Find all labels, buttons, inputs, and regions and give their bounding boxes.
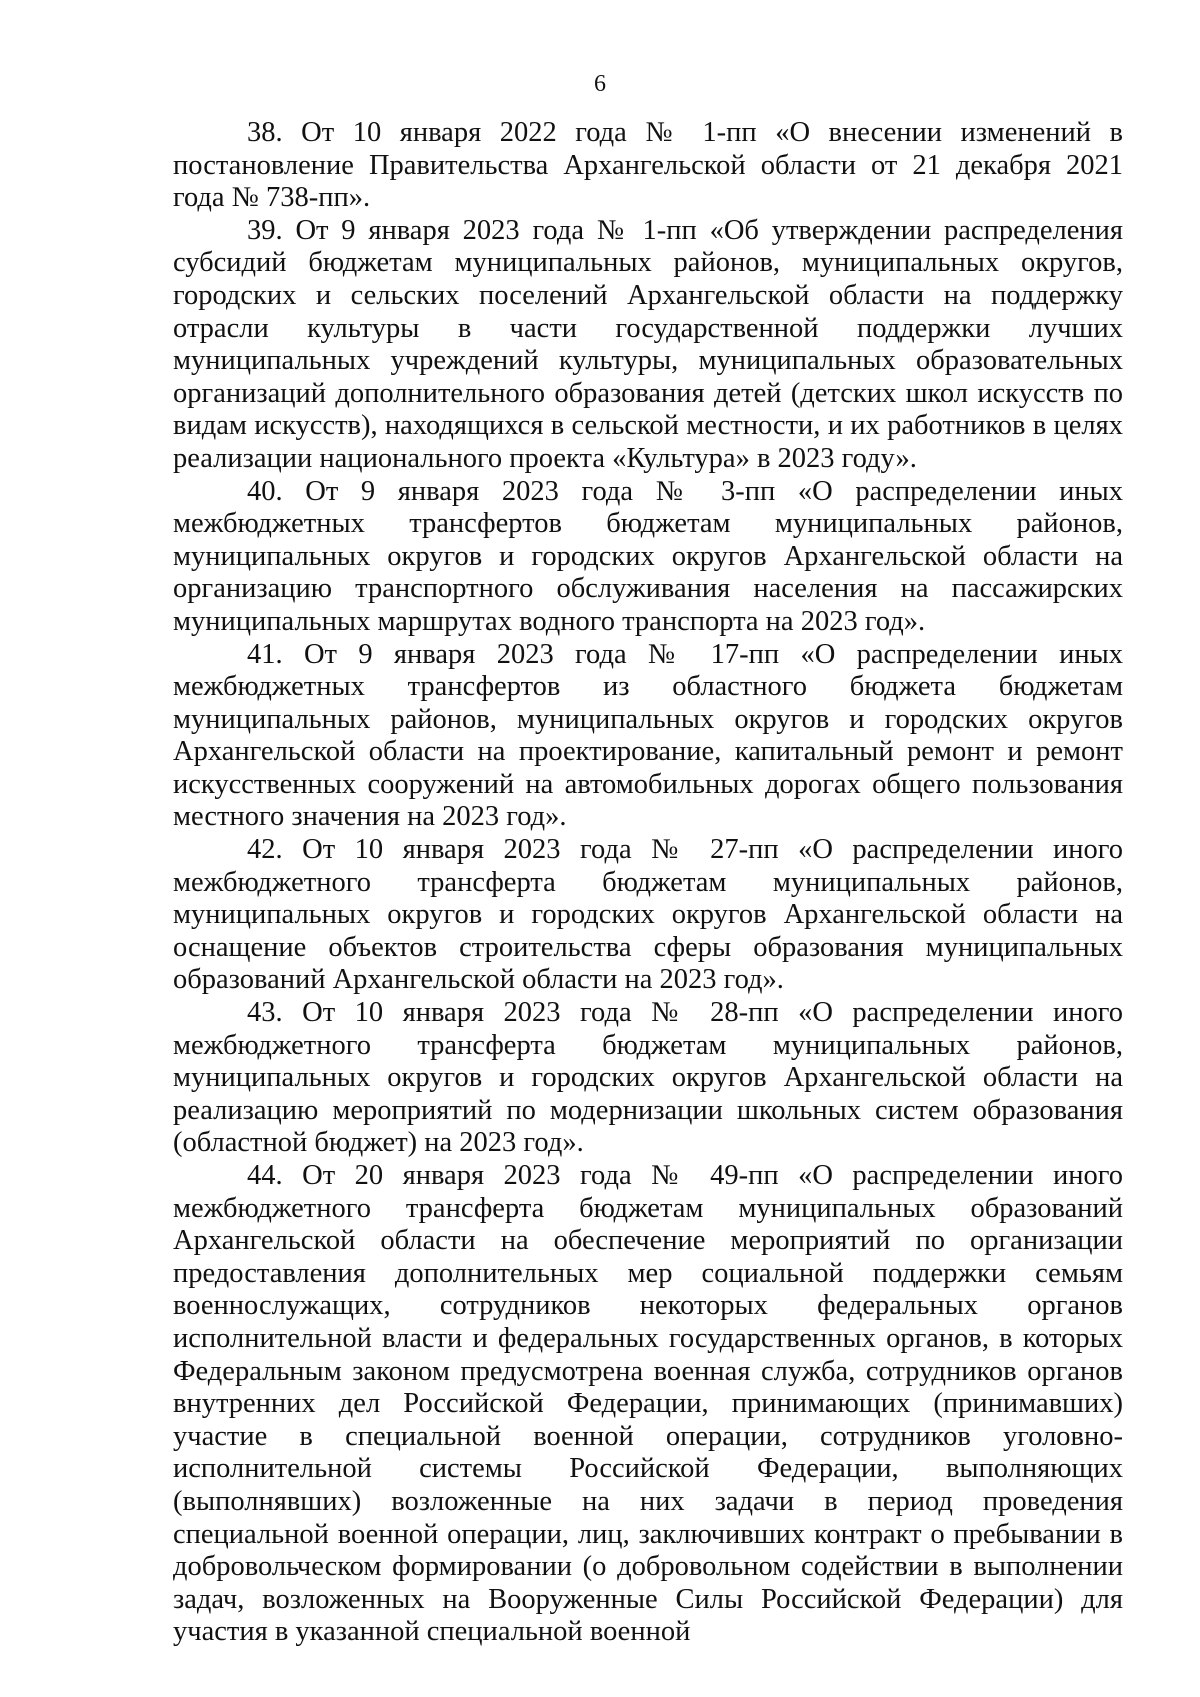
- list-item-40: 40. От 9 января 2023 года № 3-пп «О распределении иных межбюджетных трансфертов бюджетам муниципальных районов, муниципальных округов и городских округов Архангельской области на организацию транспортного обслуживания населения на пассажирских муниципальных маршрутах водного транспорта на 2023 год».: [173, 475, 1123, 637]
- list-item-39: 39. От 9 января 2023 года № 1-пп «Об утверждении распределения субсидий бюджетам муниципальных районов, муниципальных округов, городских и сельских поселений Архангельской области на поддержку отрасли культуры в части государственной поддержки лучших муниципальных учреждений культуры, муниципальных образовательных организаций дополнительного образования детей (детских школ искусств по видам искусств), находящихся в сельской местности, и их работников в целях реализации национального проекта «Культура» в 2023 году».: [173, 214, 1123, 474]
- list-item-43: 43. От 10 января 2023 года № 28-пп «О распределении иного межбюджетного трансферта бюджетам муниципальных районов, муниципальных округов и городских округов Архангельской области на реализацию мероприятий по модернизации школьных систем образования (областной бюджет) на 2023 год».: [173, 997, 1123, 1159]
- list-item-42: 42. От 10 января 2023 года № 27-пп «О распределении иного межбюджетного трансферта бюджетам муниципальных районов, муниципальных округов и городских округов Архангельской области на оснащение объектов строительства сферы образования муниципальных образований Архангельской области на 2023 год».: [173, 834, 1123, 996]
- page-number: 6: [594, 71, 606, 97]
- document-body: [173, 117, 1123, 1649]
- list-item-44: 44. От 20 января 2023 года № 49-пп «О распределении иного межбюджетного трансферта бюджетам муниципальных образований Архангельской области на обеспечение мероприятий по организации предоставления дополнительных мер социальной поддержки семьям военнослужащих, сотрудников некоторых федеральных органов исполнительной власти и федеральных государственных органов, в которых Федеральным законом предусмотрена военная служба, сотрудников органов внутренних дел Российской Федерации, принимающих (принимавших) участие в специальной военной операции, сотрудников уголовно-исполнительной системы Российской Федерации, выполняющих (выполнявших) возложенные на них задачи в период проведения специальной военной операции, лиц, заключивших контракт о пребывании в добровольческом формировании (о добровольном содействии в выполнении задач, возложенных на Вооруженные Силы Российской Федерации) для участия в указанной специальной военной: [173, 1160, 1123, 1648]
- list-item-38: 38. От 10 января 2022 года № 1-пп «О внесении изменений в постановление Правительства Архангельской области от 21 декабря 2021 года № 738-пп».: [173, 117, 1123, 214]
- list-item-41: 41. От 9 января 2023 года № 17-пп «О распределении иных межбюджетных трансфертов из областного бюджета бюджетам муниципальных районов, муниципальных округов и городских округов Архангельской области на проектирование, капитальный ремонт и ремонт искусственных сооружений на автомобильных дорогах общего пользования местного значения на 2023 год».: [173, 638, 1123, 833]
